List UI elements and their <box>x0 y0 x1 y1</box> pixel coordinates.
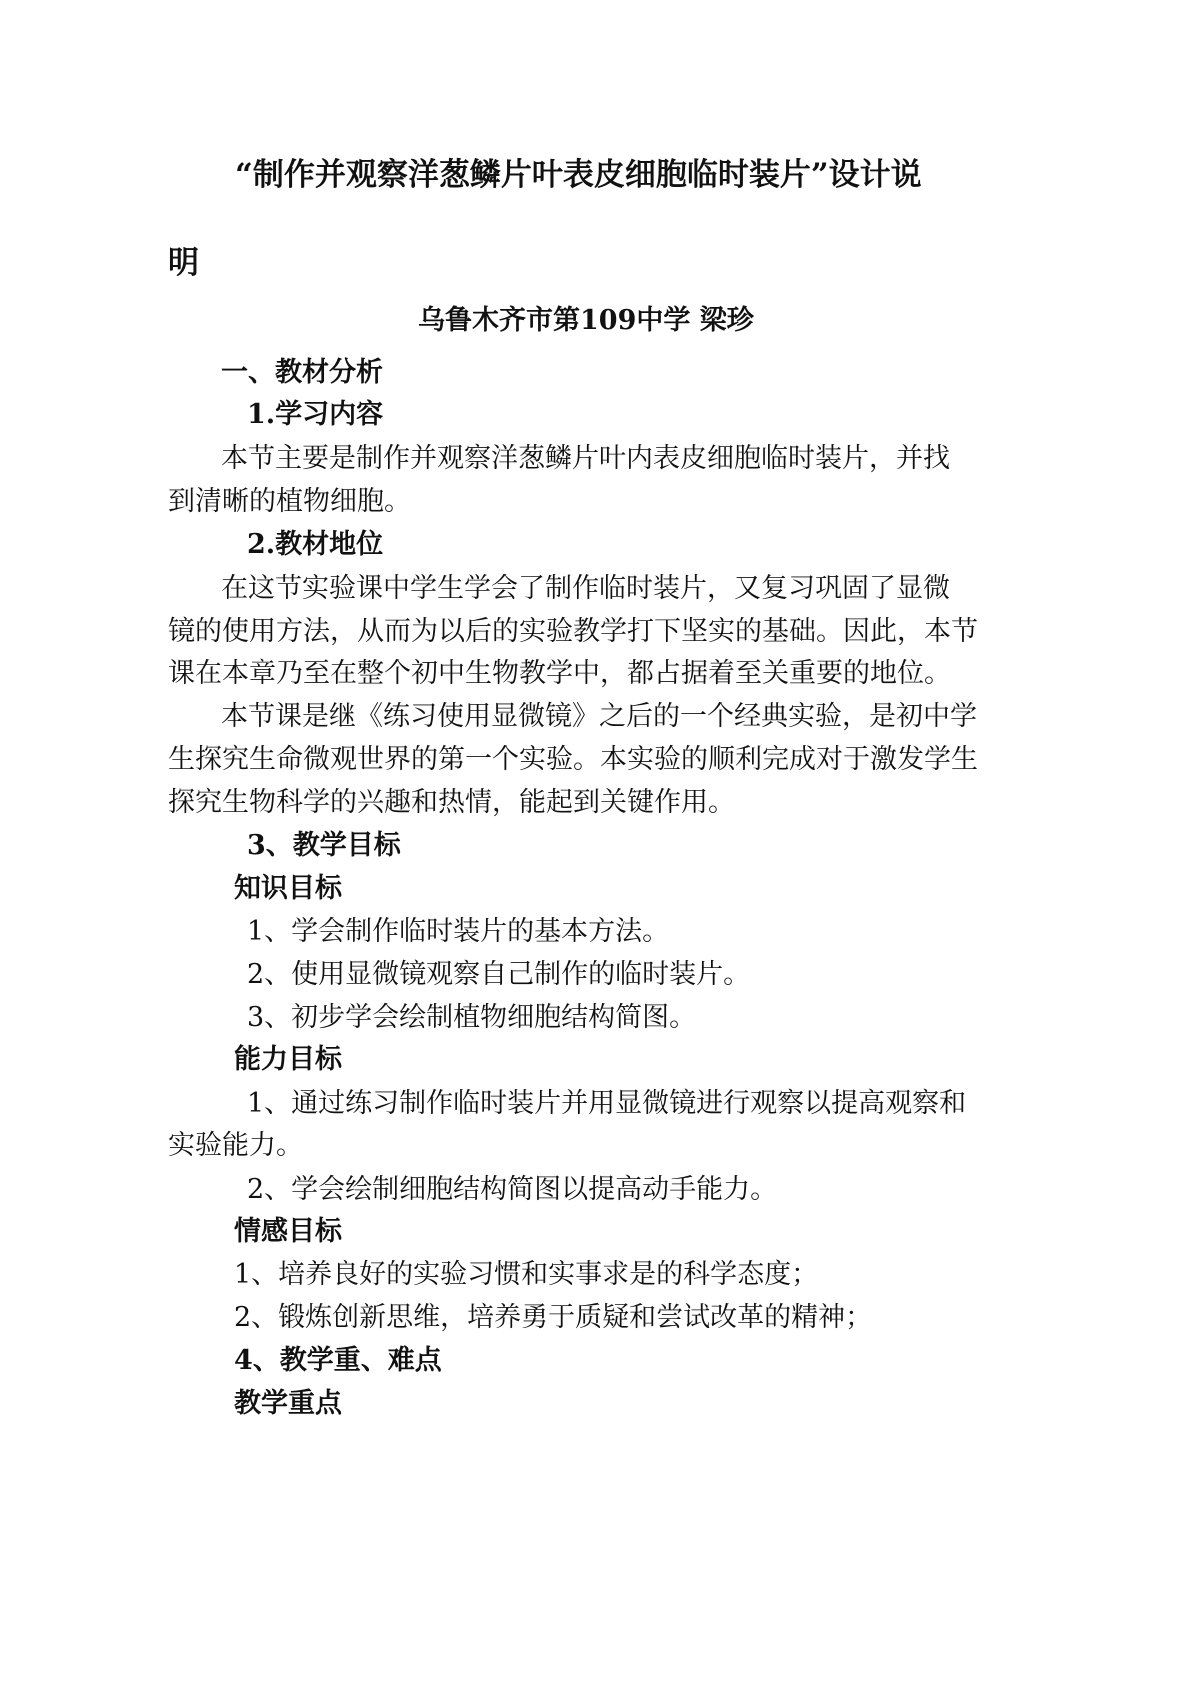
subsection-heading: 2.教材地位 <box>247 529 384 560</box>
goal-heading: 知识目标 <box>234 873 342 904</box>
document-title-line2: 明 <box>168 245 199 281</box>
author-line: 乌鲁木齐市第109中学 梁珍 <box>418 305 754 336</box>
goal-heading: 教学重点 <box>234 1388 342 1419</box>
list-item: 2、学会绘制细胞结构简图以提高动手能力。 <box>247 1174 778 1205</box>
list-item-continuation: 实验能力。 <box>168 1130 303 1161</box>
paragraph-line: 本节课是继《练习使用显微镜》之后的一个经典实验，是初中学 <box>221 701 977 732</box>
list-item: 1、通过练习制作临时装片并用显微镜进行观察以提高观察和 <box>247 1088 967 1119</box>
list-item: 1、学会制作临时装片的基本方法。 <box>247 916 670 947</box>
document-title-line1: “制作并观察洋葱鳞片叶表皮细胞临时装片”设计说 <box>235 157 922 193</box>
paragraph-line: 镜的使用方法，从而为以后的实验教学打下坚实的基础。因此，本节 <box>168 616 978 647</box>
list-item: 2、使用显微镜观察自己制作的临时装片。 <box>247 959 751 990</box>
section-heading: 一、教材分析 <box>221 357 383 388</box>
paragraph-line: 到清晰的植物细胞。 <box>168 486 411 517</box>
goal-heading: 能力目标 <box>234 1044 342 1075</box>
subsection-heading: 1.学习内容 <box>247 399 384 430</box>
paragraph-line: 探究生物科学的兴趣和热情，能起到关键作用。 <box>168 787 735 818</box>
paragraph-line: 课在本章乃至在整个初中生物教学中，都占据着至关重要的地位。 <box>168 658 951 689</box>
goal-heading: 情感目标 <box>234 1216 342 1247</box>
list-item: 2、锻炼创新思维，培养勇于质疑和尝试改革的精神； <box>234 1302 873 1333</box>
subsection-heading: 3、教学目标 <box>247 830 401 861</box>
paragraph-line: 本节主要是制作并观察洋葱鳞片叶内表皮细胞临时装片，并找 <box>221 443 950 474</box>
paragraph-line: 在这节实验课中学生学会了制作临时装片，又复习巩固了显微 <box>221 573 950 604</box>
subsection-heading: 4、教学重、难点 <box>234 1345 442 1376</box>
list-item: 1、培养良好的实验习惯和实事求是的科学态度； <box>234 1259 819 1290</box>
list-item: 3、初步学会绘制植物细胞结构简图。 <box>247 1002 697 1033</box>
paragraph-line: 生探究生命微观世界的第一个实验。本实验的顺利完成对于激发学生 <box>168 744 978 775</box>
